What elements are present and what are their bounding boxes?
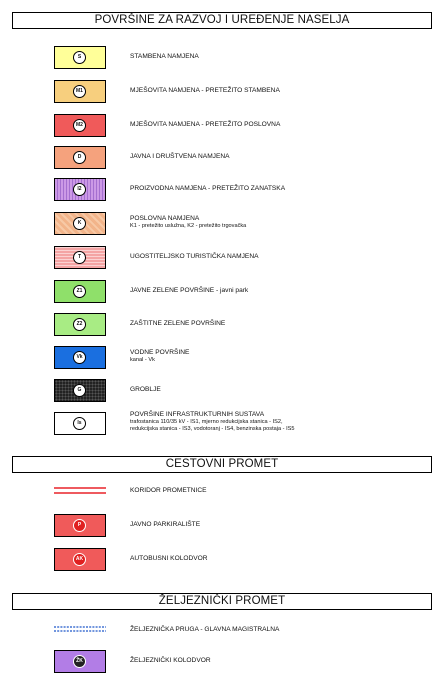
- legend-badge: Vk: [73, 351, 86, 364]
- legend-badge: Z2: [73, 318, 86, 331]
- legend-swatch: [54, 412, 106, 435]
- legend-label: ŽELJEZNIČKA PRUGA - GLAVNA MAGISTRALNA: [130, 626, 280, 633]
- legend-badge: G: [73, 384, 86, 397]
- legend-label: JAVNE ZELENE POVRŠINE - javni park: [130, 287, 249, 294]
- railway-line-icon: [54, 624, 106, 634]
- legend-label: VODNE POVRŠINE kanal - Vk: [130, 349, 190, 363]
- legend-swatch: [54, 80, 106, 103]
- legend-badge: T: [73, 251, 86, 264]
- legend-swatch: [54, 346, 106, 369]
- legend-label: MJEŠOVITA NAMJENA - PRETEŽITO STAMBENA: [130, 87, 280, 94]
- legend-swatch: [54, 212, 106, 235]
- legend-swatch: [54, 379, 106, 402]
- legend-badge: Z1: [73, 285, 86, 298]
- legend-label: POSLOVNA NAMJENA K1 - pretežito uslužna, K2 - pretežito trgovačka: [130, 215, 247, 229]
- legend-swatch: [54, 246, 106, 269]
- legend-swatch: [54, 548, 106, 571]
- legend-label: POVRŠINE INFRASTRUKTURNIH SUSTAVA trafostanica 110/35 kV - IS1, mjerno redukcijska stanica - IS2, redukcijska stanica - IS3, vodotoranj - IS4, benzinska postaja - IS5: [130, 411, 295, 432]
- legend-badge: D: [73, 151, 86, 164]
- parking-icon: P: [73, 519, 86, 532]
- legend-label: STAMBENA NAMJENA: [130, 53, 199, 60]
- legend-label: UGOSTITELJSKO TURISTIČKA NAMJENA: [130, 253, 259, 260]
- legend-badge: K: [73, 217, 86, 230]
- bus-station-icon: AK: [73, 553, 86, 566]
- legend-swatch: [54, 114, 106, 137]
- legend-swatch: [54, 46, 106, 69]
- legend-label: ZAŠTITNE ZELENE POVRŠINE: [130, 320, 226, 327]
- legend-badge: M1: [73, 85, 86, 98]
- legend-label: JAVNO PARKIRALIŠTE: [130, 521, 201, 528]
- legend-swatch: [54, 650, 106, 673]
- legend-label: PROIZVODNA NAMJENA - PRETEŽITO ZANATSKA: [130, 185, 286, 192]
- legend-swatch: [54, 280, 106, 303]
- legend-label: GROBLJE: [130, 386, 161, 393]
- section-header-zeljeznicki: ŽELJEZNIČKI PROMET: [12, 593, 432, 610]
- legend-badge: S: [73, 51, 86, 64]
- legend-badge: I2: [73, 183, 86, 196]
- double-red-line-icon: [54, 485, 106, 495]
- legend-label: MJEŠOVITA NAMJENA - PRETEŽITO POSLOVNA: [130, 121, 281, 128]
- section-header-cestovni: CESTOVNI PROMET: [12, 456, 432, 473]
- legend-badge: M2: [73, 119, 86, 132]
- legend-badge: Is: [73, 417, 86, 430]
- legend-swatch: [54, 146, 106, 169]
- legend-label: ŽELJEZNIČKI KOLODVOR: [130, 657, 211, 664]
- legend-label: JAVNA I DRUŠTVENA NAMJENA: [130, 153, 230, 160]
- legend-label: KORIDOR PROMETNICE: [130, 487, 207, 494]
- legend-label: AUTOBUSNI KOLODVOR: [130, 555, 208, 562]
- section-header-povrsine: POVRŠINE ZA RAZVOJ I UREĐENJE NASELJA: [12, 12, 432, 29]
- railway-station-icon: ŽK: [73, 655, 86, 668]
- legend-swatch: [54, 514, 106, 537]
- legend-swatch: [54, 178, 106, 201]
- legend-swatch: [54, 313, 106, 336]
